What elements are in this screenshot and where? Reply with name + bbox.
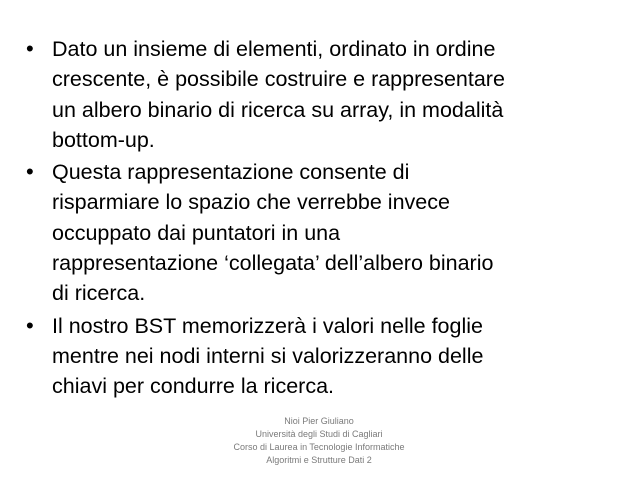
bullet-text-line: chiavi per condurre la ricerca. xyxy=(52,374,335,399)
footer-subject: Algoritmi e Strutture Dati 2 xyxy=(266,455,372,465)
footer-author: Nioi Pier Giuliano xyxy=(284,416,354,426)
bullet-text-line: Questa rappresentazione consente di xyxy=(52,160,410,185)
bullet-text-line: bottom-up. xyxy=(52,127,155,152)
bullet-item xyxy=(24,34,614,155)
bullet-item xyxy=(24,157,614,308)
bullet-text-line: crescente, è possibile costruire e rappresentare xyxy=(52,67,505,92)
bullet-text-line: mentre nei nodi interni si valorizzeranno delle xyxy=(52,343,484,368)
bullet-marker: • xyxy=(26,36,34,61)
bullet-text-line: rappresentazione ‘collegata’ dell’albero binario xyxy=(52,251,494,276)
bullet-text-line: risparmiare lo spazio che verrebbe invece xyxy=(52,190,450,215)
bullet-text-line: di ricerca. xyxy=(52,281,146,306)
bullet-text-line: un albero binario di ricerca su array, in modalità xyxy=(52,97,504,122)
footer-university: Università degli Studi di Cagliari xyxy=(255,429,383,439)
bullet-marker: • xyxy=(26,159,34,185)
bullet-list xyxy=(24,34,614,404)
bullet-item xyxy=(24,311,614,402)
slide-footer xyxy=(0,415,638,467)
bullet-marker: • xyxy=(26,312,34,338)
bullet-text-line: occuppato dai puntatori in una xyxy=(52,220,341,245)
bullet-text-line: Dato un insieme di elementi, ordinato in ordine xyxy=(52,37,496,61)
bullet-text-line: Il nostro BST memorizzerà i valori nelle foglie xyxy=(52,313,483,338)
footer-course: Corso di Laurea in Tecnologie Informatiche xyxy=(233,442,405,452)
